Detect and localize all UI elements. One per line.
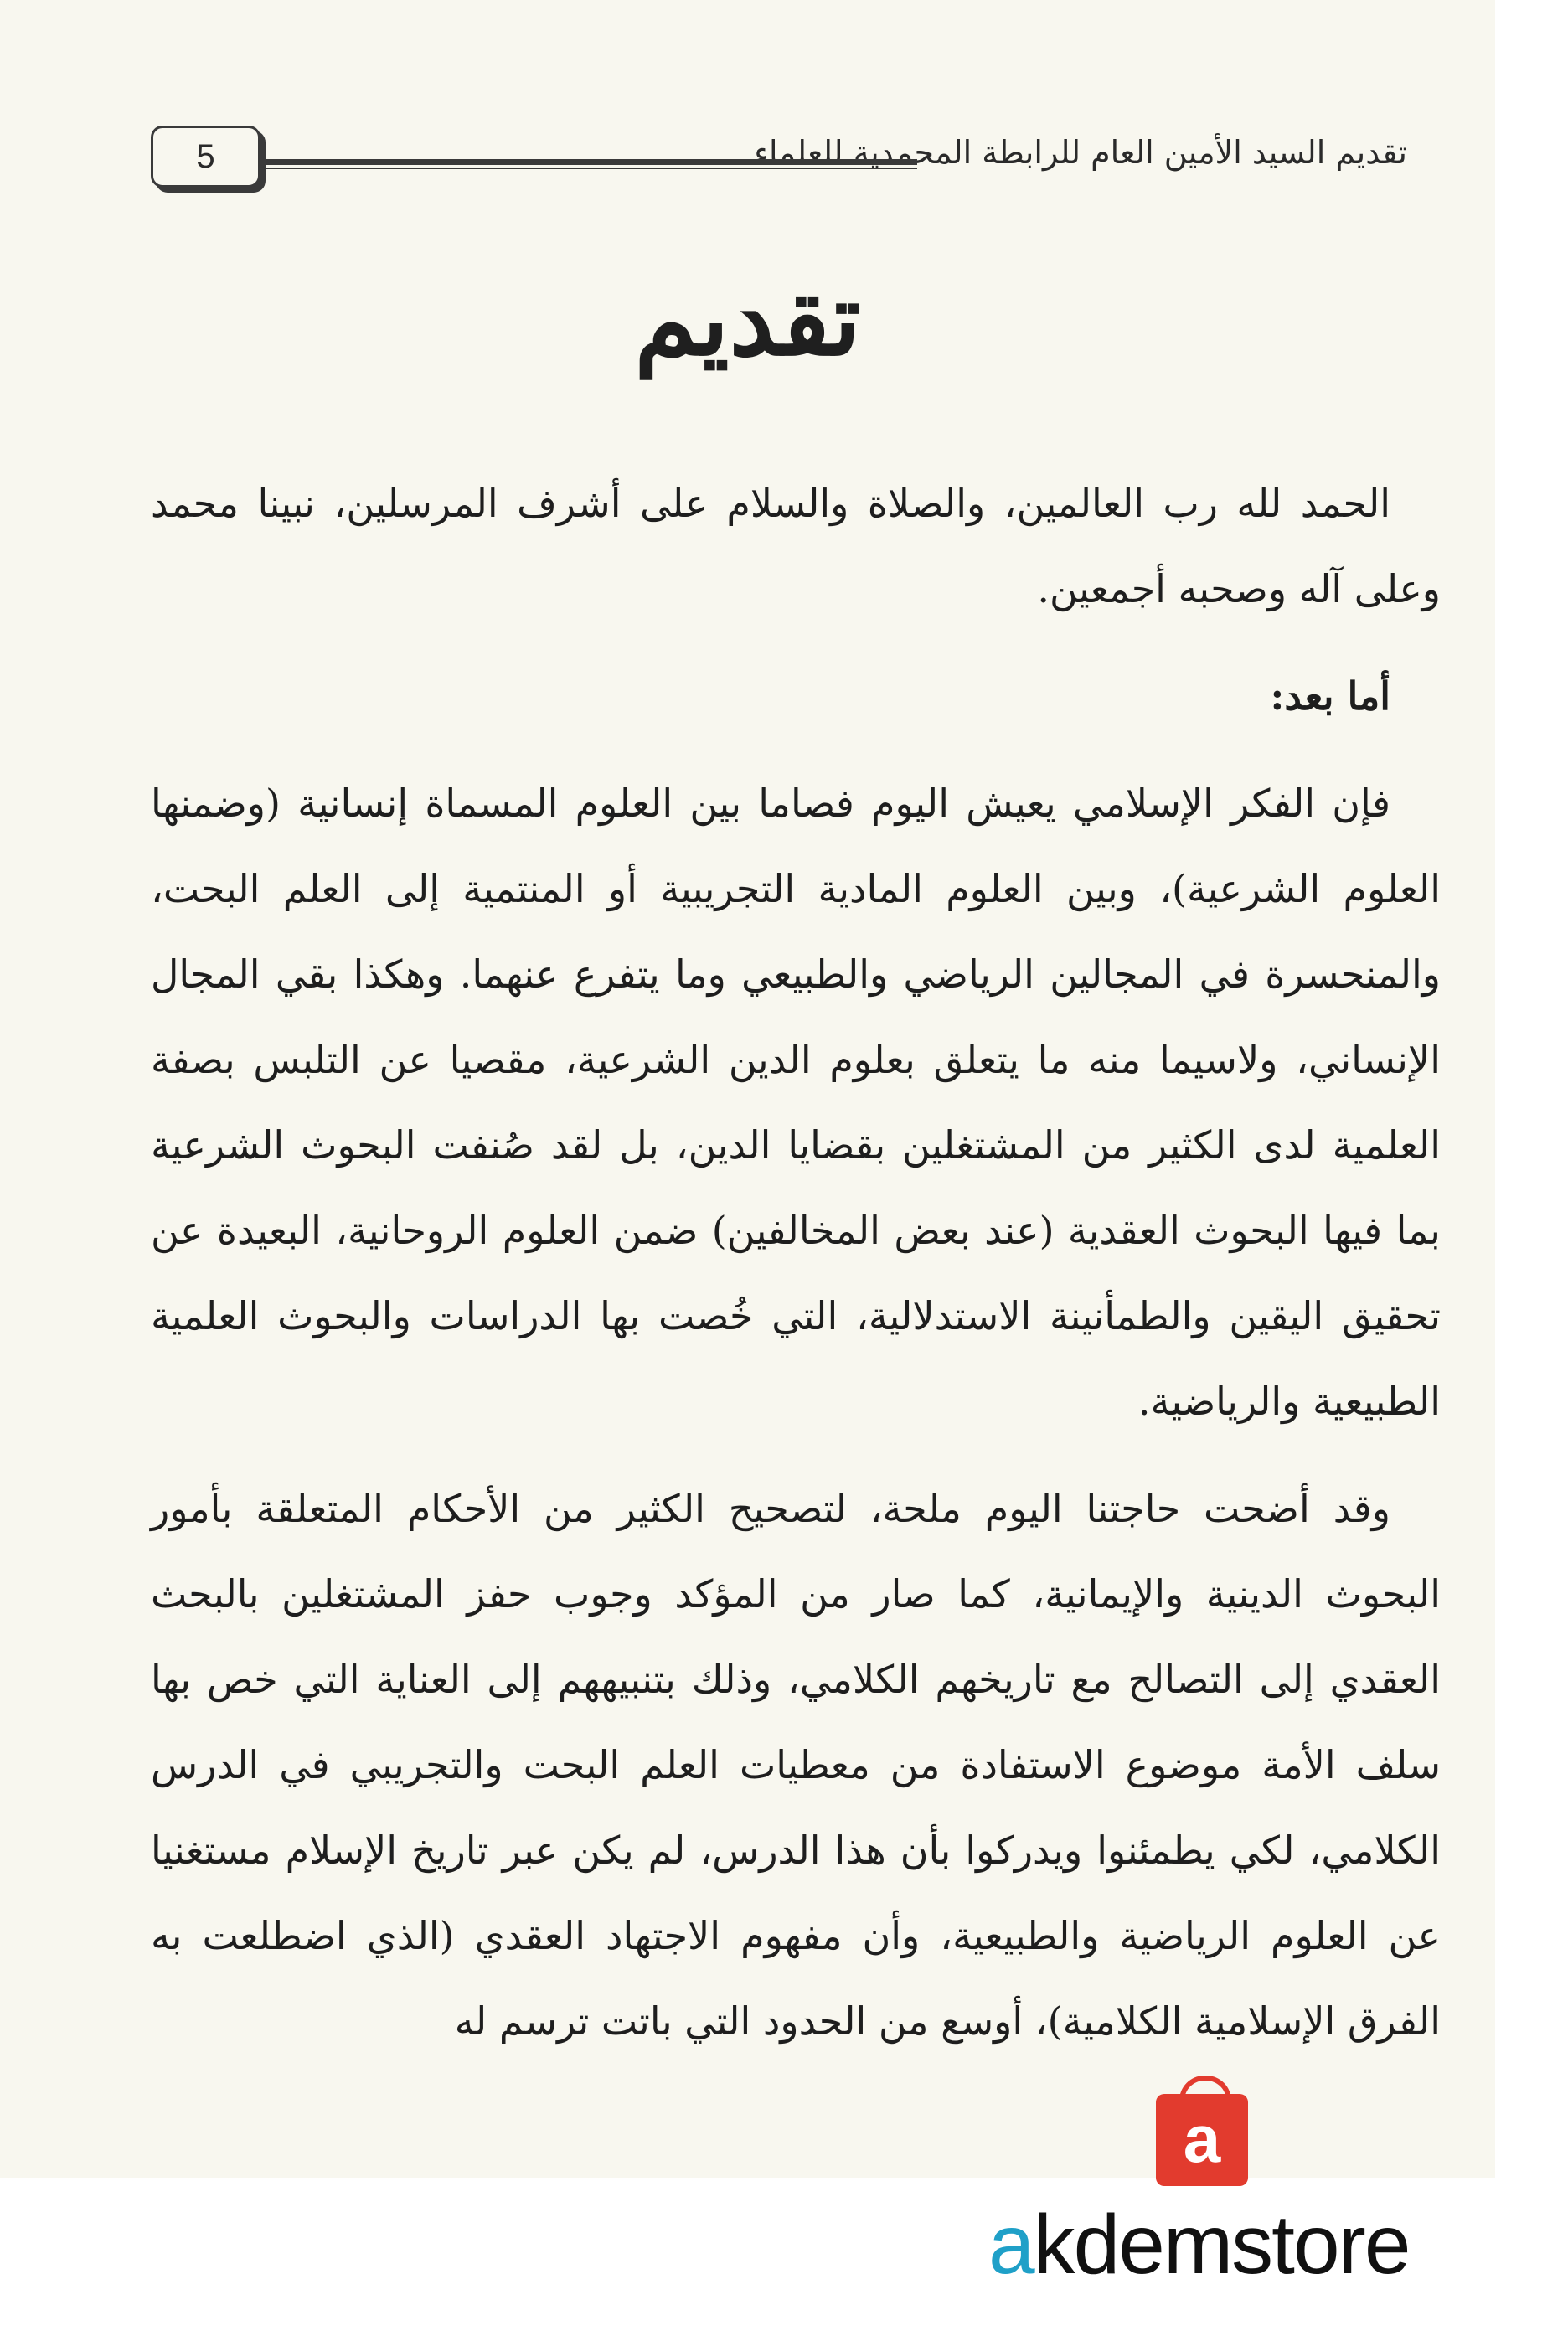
logo-wordmark (988, 2198, 1410, 2292)
logo-wordmark-accent: a (988, 2198, 1034, 2292)
running-header-title: تقديم السيد الأمين العام للرابطة المحمدية للعلماء (754, 134, 1407, 171)
chapter-title: تقديم (634, 260, 861, 379)
running-header (151, 126, 1407, 201)
paragraph-subhead: أما بعد: (1270, 673, 1390, 719)
logo-badge-letter: a (1183, 2101, 1221, 2176)
paragraph-main-2: وقد أضحت حاجتنا اليوم ملحة، لتصحيح الكثير من الأحكام المتعلقة بأمور البحوث الدينية والإيمانية، كما صار من المؤكد وجوب حفز المشتغلين بالبحث العقدي إلى التصالح مع تاريخهم الكلامي، وذلك بتنبيههم إلى العناية التي خص بها سلف الأمة موضوع الاستفادة من معطيات العلم البحت والتجريبي في الدرس الكلامي، لكي يطمئنوا ويدركوا بأن هذا الدرس، لم يكن عبر تاريخ الإسلام مستغنيا عن العلوم الرياضية والطبيعية، وأن مفهوم الاجتهاد العقدي (الذي اضطلعت به الفرق الإسلامية الكلامية)، أوسع من الحدود التي باتت ترسم له (151, 1486, 1441, 2044)
paragraph-main-1: فإن الفكر الإسلامي يعيش اليوم فصاما بين العلوم المسماة إنسانية (وضمنها العلوم الشرعية)، وبين العلوم المادية التجريبية أو المنتمية إلى العلم البحت، والمنحسرة في المجالين الرياضي والطبيعي وما يتفرع عنهما. وهكذا بقي المجال الإنساني، ولاسيما منه ما يتعلق بعلوم الدين الشرعية، مقصيا عن التلبس بصفة العلمية لدى الكثير من المشتغلين بقضايا الدين، بل لقد صُنفت البحوث الشرعية بما فيها البحوث العقدية (عند بعض المخالفين) ضمن العلوم الروحانية، البعيدة عن تحقيق اليقين والطمأنينة الاستدلالية، التي خُصت بها الدراسات والبحوث العلمية الطبيعية والرياضية. (151, 781, 1441, 1424)
paragraph-opening: الحمد لله رب العالمين، والصلاة والسلام على أشرف المرسلين، نبينا محمد وعلى آله وصحبه أجمعين. (151, 481, 1441, 611)
logo-wordmark-rest: kdemstore (1033, 2198, 1410, 2292)
page-number: 5 (151, 126, 260, 188)
store-logo (988, 2094, 1457, 2312)
header-divider-rule (255, 159, 917, 169)
body-text (151, 461, 1441, 2086)
